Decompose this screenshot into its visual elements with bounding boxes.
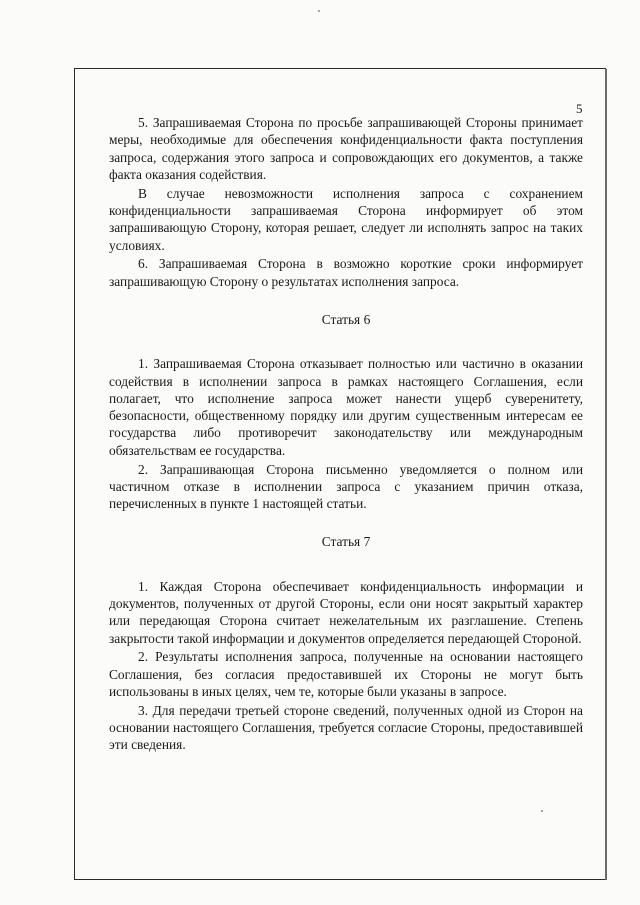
article-heading: Статья 7: [321, 534, 371, 550]
page-border-shadow: [605, 69, 607, 880]
section-article-6: [109, 311, 583, 512]
scan-speck: [318, 10, 320, 12]
section-intro: [109, 114, 583, 290]
paragraph: 1. Каждая Сторона обеспечивает конфиденциальность информации и документов, полученных от другой Стороны, если они носят закрытый характер или передающая Сторона считает нежелательным их разглашение. Степень закрытости такой информации и документов определяется передающей Стороной.: [109, 578, 583, 646]
paragraph: 2. Результаты исполнения запроса, полученные на основании настоящего Соглашения, без согласия предоставившей их Стороны не могут быть использованы в иных целях, чем те, которые были указаны в запросе.: [109, 649, 583, 700]
article-heading: Статья 6: [321, 311, 371, 327]
paragraph: 2. Запрашивающая Сторона письменно уведомляется о полном или частичном отказе в исполнении запроса с указанием причин отказа, перечисленных в пункте 1 настоящей статьи.: [109, 461, 583, 512]
paragraph: 6. Запрашиваемая Сторона в возможно короткие сроки информирует запрашивающую Сторону о результатах исполнения запроса.: [109, 256, 583, 289]
paragraph: 5. Запрашиваемая Сторона по просьбе запрашивающей Стороны принимает меры, необходимые для обеспечения конфиденциальности факта поступления запроса, содержания этого запроса и сопровождающих его документов, а также факта оказания содействия.: [109, 115, 583, 182]
paragraph: 3. Для передачи третьей стороне сведений, полученных одной из Сторон на основании настоящего Соглашения, требуется согласие Стороны, предоставившей эти сведения.: [109, 702, 583, 753]
paragraph: В случае невозможности исполнения запроса с сохранением конфиденциальности запрашиваемая Сторона информирует об этом запрашивающую Сторону, которая решает, следует ли исполнять запрос на таких условиях.: [109, 185, 583, 253]
section-article-7: [109, 533, 583, 753]
paragraph: 1. Запрашиваемая Сторона отказывает полностью или частично в оказании содействия в исполнении запроса в рамках настоящего Соглашения, если полагает, что исполнение запроса может нанести ущерб суверенитету, безопасности, общественному порядку или другим существенным интересам ее государства либо противоречит законодательству или международным обязательствам ее государства.: [109, 356, 583, 458]
document-body: [109, 114, 583, 754]
scan-speck: [541, 810, 543, 812]
page-number: 5: [576, 101, 583, 116]
